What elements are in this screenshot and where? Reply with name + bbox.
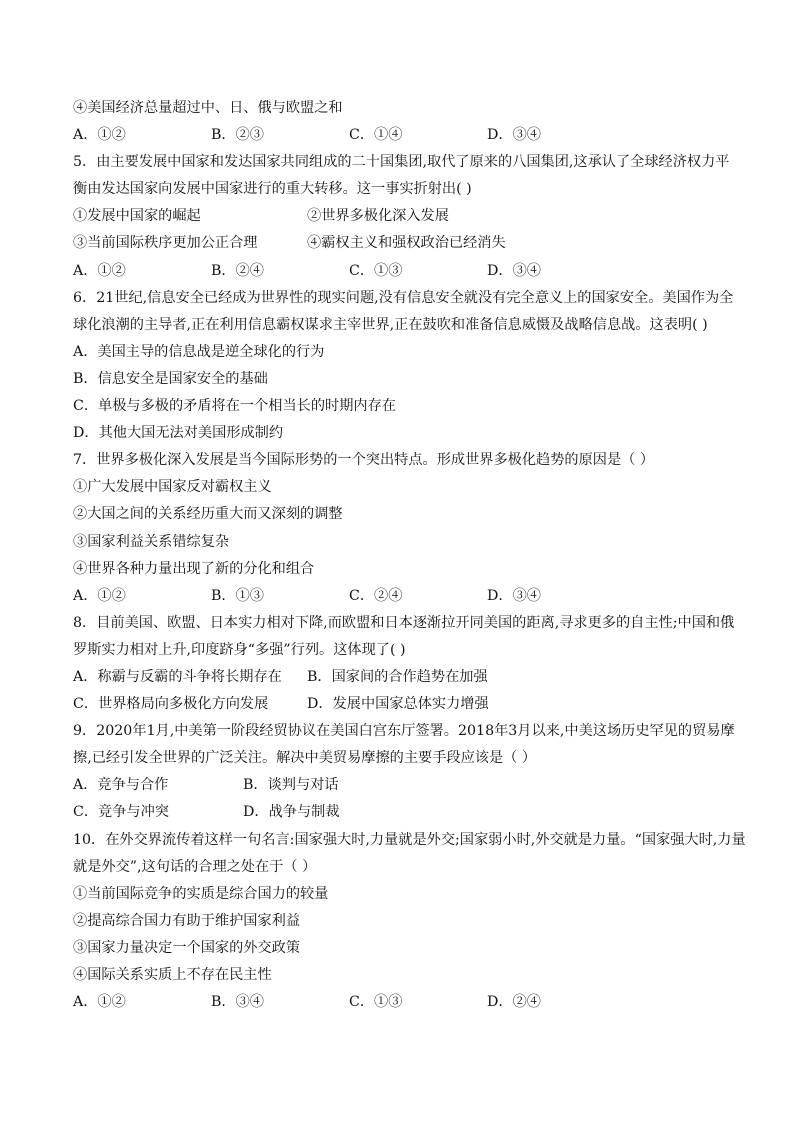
- option-b[interactable]: B．②④: [211, 262, 264, 279]
- option-c[interactable]: C．②④: [349, 587, 403, 604]
- option-b[interactable]: B．①③: [211, 587, 264, 604]
- option-a[interactable]: A．竞争与合作: [73, 777, 169, 794]
- choice-item: ③国家力量决定一个国家的外交政策: [73, 939, 301, 956]
- option-b[interactable]: B．国家间的合作趋势在加强: [307, 668, 488, 685]
- option-d[interactable]: D．②④: [487, 994, 541, 1011]
- choice-item: ②世界多极化深入发展: [307, 208, 449, 225]
- choice-item: ④国际关系实质上不存在民主性: [73, 967, 272, 983]
- option-d[interactable]: D．战争与制裁: [243, 804, 340, 821]
- option-a[interactable]: A．①②: [73, 994, 126, 1011]
- choice-item: ④世界各种力量出现了新的分化和组合: [73, 560, 315, 577]
- option-b[interactable]: B．③④: [211, 994, 264, 1011]
- answer-options: [73, 989, 723, 1016]
- option-a[interactable]: A．①②: [73, 262, 126, 279]
- question-stem: 就是外交”,这句话的合理之处在于（ ）: [73, 858, 317, 875]
- question-stem: 6．21世纪,信息安全已经成为世界性的现实问题,没有信息安全就没有完全意义上的国家安全。美国作为全: [73, 289, 734, 306]
- choice-item: ④美国经济总量超过中、日、俄与欧盟之和: [73, 100, 343, 116]
- choice-row: [73, 203, 723, 230]
- question-stem: 罗斯实力相对上升,印度跻身“多强”行列。这体现了( ): [73, 641, 406, 658]
- question-stem: 8．目前美国、欧盟、日本实力相对下降,而欧盟和日本逐渐拉开同美国的距离,寻求更多的自主性;中国和俄: [73, 614, 735, 631]
- question-stem: 擦,已经引发全世界的广泛关注。解决中美贸易摩擦的主要手段应该是（ ）: [73, 750, 537, 767]
- option-a[interactable]: A．称霸与反霸的斗争将长期存在: [73, 668, 282, 685]
- choice-item: ①当前国际竞争的实质是综合国力的较量: [73, 885, 329, 902]
- option-d[interactable]: D．③④: [487, 127, 541, 144]
- question-stem: 7．世界多极化深入发展是当今国际形势的一个突出特点。形成世界多极化趋势的原因是（ ）: [73, 452, 655, 469]
- option-c[interactable]: C．世界格局向多极化方向发展: [73, 696, 269, 713]
- choice-item: ④霸权主义和强权政治已经消失: [307, 235, 506, 252]
- question-stem: 衡由发达国家向发展中国家进行的重大转移。这一事实折射出( ): [73, 181, 472, 198]
- option-a[interactable]: A．美国主导的信息战是逆全球化的行为: [73, 343, 325, 360]
- option-c[interactable]: C．竞争与冲突: [73, 804, 169, 821]
- answer-options: [73, 258, 723, 285]
- option-c[interactable]: C．①④: [349, 127, 403, 144]
- option-d[interactable]: D．发展中国家总体实力增强: [307, 696, 489, 713]
- choice-item: ①广大发展中国家反对霸权主义: [73, 479, 272, 496]
- exam-page: [73, 95, 746, 1016]
- option-c[interactable]: C．单极与多极的矛盾将在一个相当长的时期内存在: [73, 398, 396, 415]
- answer-options: [73, 122, 723, 149]
- question-stem: 10．在外交界流传着这样一句名言:国家强大时,力量就是外交;国家弱小时,外交就是力量。“国家强大时,力量: [73, 831, 746, 848]
- option-d[interactable]: D．③④: [487, 262, 541, 279]
- option-c[interactable]: C．①③: [349, 262, 403, 279]
- option-b[interactable]: B．②③: [211, 127, 264, 144]
- choice-item: ①发展中国家的崛起: [73, 208, 201, 225]
- choice-item: ③国家利益关系错综复杂: [73, 533, 230, 550]
- question-stem: 5．由主要发展中国家和发达国家共同组成的二十国集团,取代了原来的八国集团,这承认了全球经济权力平: [73, 154, 730, 171]
- choice-item: ②大国之间的关系经历重大而又深刻的调整: [73, 506, 343, 523]
- option-d[interactable]: D．其他大国无法对美国形成制约: [73, 425, 284, 442]
- question-stem: 9．2020年1月,中美第一阶段经贸协议在美国白宫东厅签署。2018年3月以来,中美这场历史罕见的贸易摩: [73, 723, 735, 740]
- choice-row: [73, 230, 723, 257]
- answer-options: [73, 772, 723, 799]
- option-c[interactable]: C．①③: [349, 994, 403, 1011]
- option-d[interactable]: D．③④: [487, 587, 541, 604]
- answer-options: [73, 664, 723, 691]
- option-b[interactable]: B．谈判与对话: [243, 777, 339, 794]
- choice-item: ③当前国际秩序更加公正合理: [73, 235, 258, 252]
- option-b[interactable]: B．信息安全是国家安全的基础: [73, 370, 268, 387]
- answer-options: [73, 583, 723, 610]
- option-a[interactable]: A．①②: [73, 587, 126, 604]
- option-a[interactable]: A．①②: [73, 127, 126, 144]
- answer-options: [73, 799, 723, 826]
- answer-options: [73, 691, 723, 718]
- choice-item: ②提高综合国力有助于维护国家利益: [73, 912, 301, 929]
- question-stem: 球化浪潮的主导者,正在利用信息霸权谋求主宰世界,正在鼓吹和准备信息威慑及战略信息战。这表明( ): [73, 316, 708, 333]
